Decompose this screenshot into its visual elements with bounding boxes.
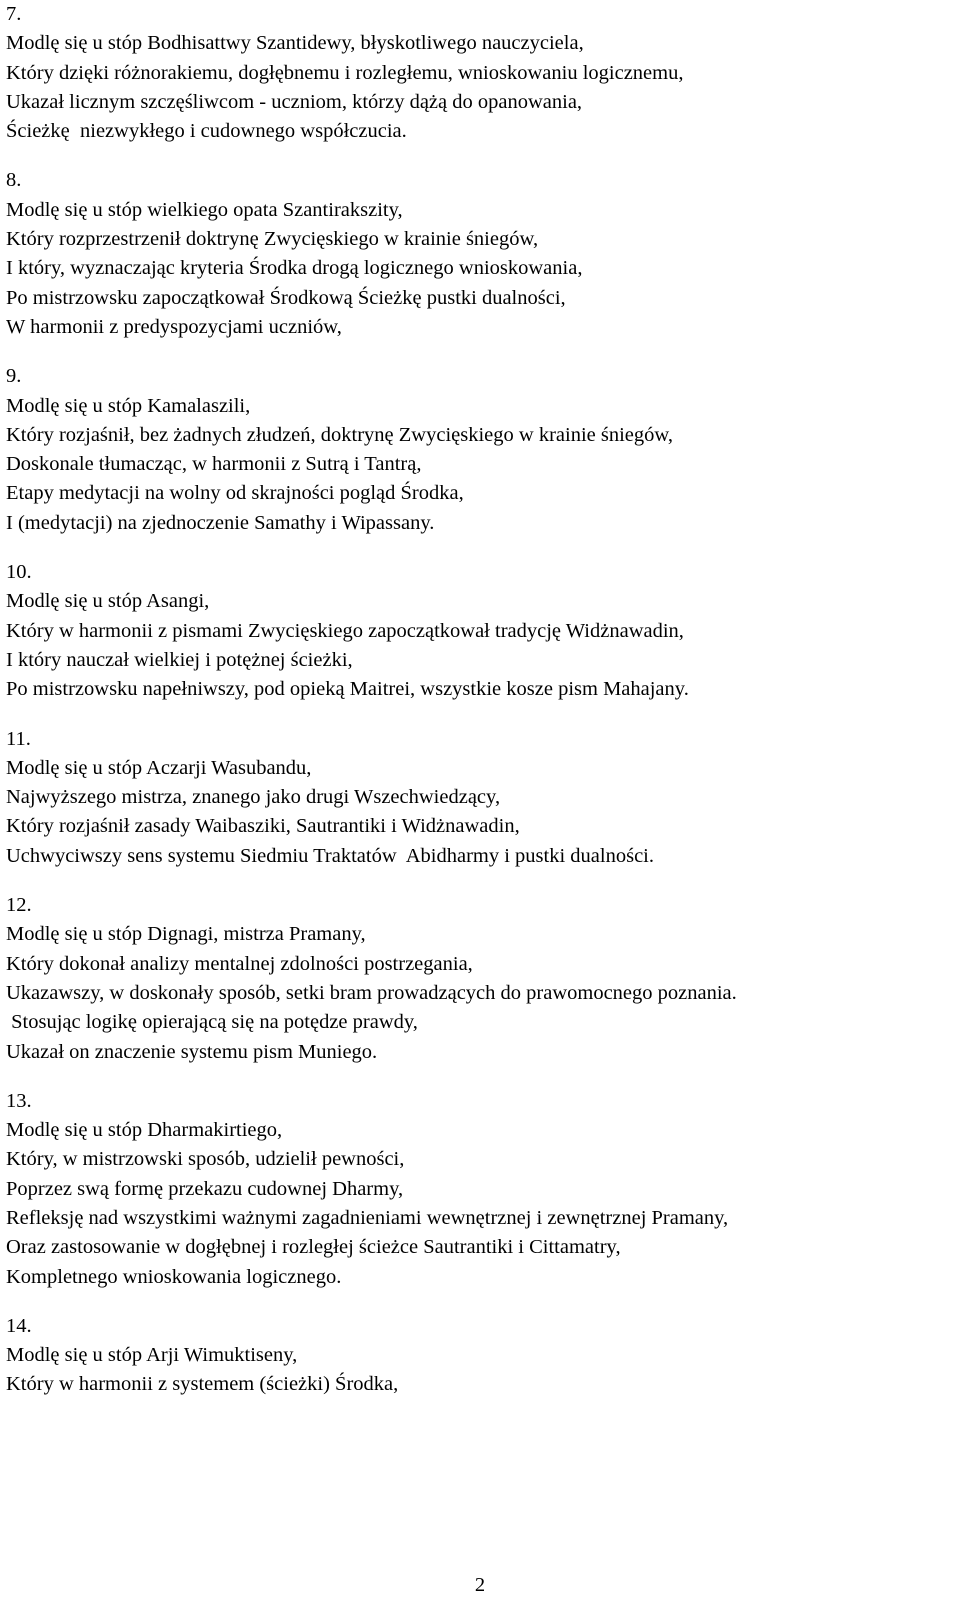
document-page bbox=[6, 0, 956, 1420]
stanza-number: 12. bbox=[6, 894, 32, 917]
stanza-number: 10. bbox=[6, 561, 32, 584]
stanza bbox=[6, 0, 956, 146]
verse-line: Modlę się u stóp Arji Wimuktiseny, bbox=[6, 1344, 298, 1367]
verse-line: Modlę się u stóp wielkiego opata Szantirakszity, bbox=[6, 198, 403, 221]
stanza bbox=[6, 1312, 956, 1400]
stanza bbox=[6, 891, 956, 1067]
verse-line: Najwyższego mistrza, znanego jako drugi Wszechwiedzący, bbox=[6, 786, 501, 809]
verse-line: Kompletnego wnioskowania logicznego. bbox=[6, 1265, 342, 1288]
stanza-number: 7. bbox=[6, 3, 22, 25]
verse-line: Poprzez swą formę przekazu cudownej Dharmy, bbox=[6, 1177, 404, 1200]
stanza-number: 11. bbox=[6, 727, 31, 750]
verse-line: Który rozprzestrzenił doktrynę Zwycięskiego w krainie śniegów, bbox=[6, 228, 539, 251]
verse-line: Etapy medytacji na wolny od skrajności pogląd Środka, bbox=[6, 482, 464, 505]
verse-line: Modlę się u stóp Bodhisattwy Szantidewy, błyskotliwego nauczyciela, bbox=[6, 32, 584, 55]
verse-line: Modlę się u stóp Dharmakirtiego, bbox=[6, 1119, 283, 1142]
stanza bbox=[6, 362, 956, 538]
verse-line: I (medytacji) na zjednoczenie Samathy i Wipassany. bbox=[6, 511, 435, 534]
verse-line: Modlę się u stóp Asangi, bbox=[6, 590, 210, 613]
verse-line: Który, w mistrzowski sposób, udzielił pewności, bbox=[6, 1148, 405, 1171]
verse-line: Refleksję nad wszystkimi ważnymi zagadnieniami wewnętrznej i zewnętrznej Pramany, bbox=[6, 1206, 729, 1229]
verse-line: Po mistrzowsku napełniwszy, pod opieką Maitrei, wszystkie kosze pism Mahajany. bbox=[6, 678, 689, 701]
stanza bbox=[6, 166, 956, 342]
page-number: 2 bbox=[474, 1574, 486, 1596]
verse-line: Który w harmonii z pismami Zwycięskiego zapoczątkował tradycję Widżnawadin, bbox=[6, 619, 684, 642]
verse-line: Stosując logikę opierającą się na potędze prawdy, bbox=[6, 1011, 418, 1034]
verse-line: Który dzięki różnorakiemu, dogłębnemu i rozległemu, wnioskowaniu logicznemu, bbox=[6, 61, 684, 84]
stanza-number: 14. bbox=[6, 1314, 32, 1337]
verse-line: Modlę się u stóp Dignagi, mistrza Pramany, bbox=[6, 923, 366, 946]
verse-line: Ścieżkę niezwykłego i cudownego współczucia. bbox=[6, 120, 407, 143]
verse-line: I który nauczał wielkiej i potężnej ścieżki, bbox=[6, 648, 353, 671]
verse-line: Który dokonał analizy mentalnej zdolności postrzegania, bbox=[6, 952, 473, 975]
stanza-number: 9. bbox=[6, 365, 22, 388]
verse-line: Ukazawszy, w doskonały sposób, setki bram prowadzących do prawomocnego poznania. bbox=[6, 981, 737, 1004]
stanza bbox=[6, 558, 956, 704]
verse-line: Modlę się u stóp Aczarji Wasubandu, bbox=[6, 756, 312, 779]
stanza-number: 8. bbox=[6, 169, 22, 192]
verse-line: Doskonale tłumacząc, w harmonii z Sutrą i Tantrą, bbox=[6, 453, 422, 476]
verse-line: Po mistrzowsku zapoczątkował Środkową Ścieżkę pustki dualności, bbox=[6, 286, 566, 309]
verse-line: Ukazał on znaczenie systemu pism Muniego. bbox=[6, 1040, 378, 1063]
stanza bbox=[6, 725, 956, 871]
verse-line: W harmonii z predyspozycjami uczniów, bbox=[6, 315, 342, 338]
verse-line: Który rozjaśnił zasady Waibasziki, Sautrantiki i Widżnawadin, bbox=[6, 815, 520, 838]
verse-line: Ukazał licznym szczęśliwcom - uczniom, którzy dążą do opanowania, bbox=[6, 90, 583, 113]
stanza-number: 13. bbox=[6, 1089, 32, 1112]
verse-line: I który, wyznaczając kryteria Środka drogą logicznego wnioskowania, bbox=[6, 257, 583, 280]
verse-line: Który rozjaśnił, bez żadnych złudzeń, doktrynę Zwycięskiego w krainie śniegów, bbox=[6, 423, 673, 446]
verse-line: Uchwyciwszy sens systemu Siedmiu Traktatów Abidharmy i pustki dualności. bbox=[6, 844, 654, 867]
stanza bbox=[6, 1087, 956, 1292]
verse-line: Oraz zastosowanie w dogłębnej i rozległej ścieżce Sautrantiki i Cittamatry, bbox=[6, 1236, 621, 1259]
stanza-list bbox=[6, 0, 956, 1400]
verse-line: Który w harmonii z systemem (ścieżki) Środka, bbox=[6, 1373, 399, 1396]
verse-line: Modlę się u stóp Kamalaszili, bbox=[6, 394, 251, 417]
